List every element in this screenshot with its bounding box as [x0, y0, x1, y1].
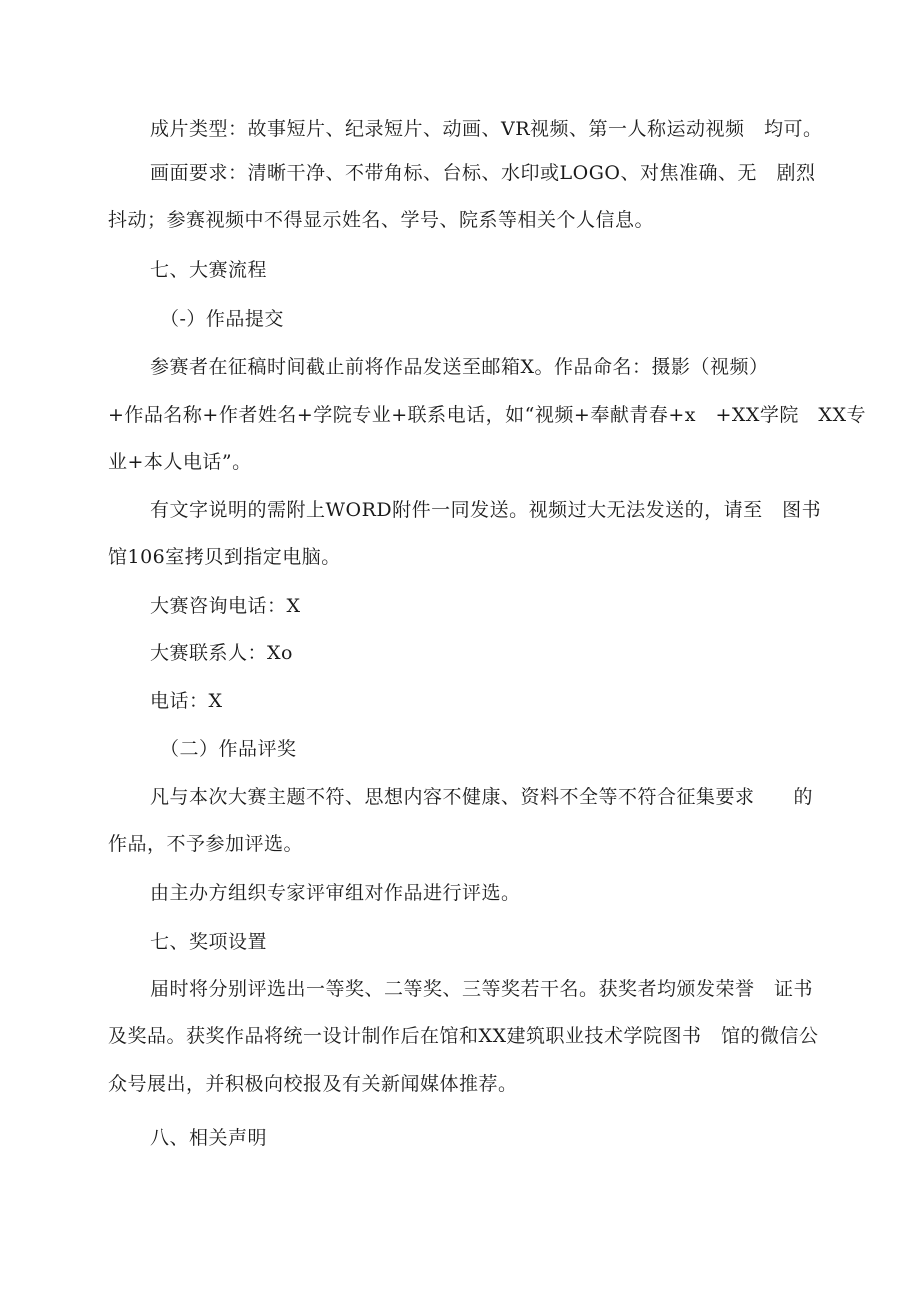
paragraph-line: 参赛者在征稿时间截止前将作品发送至邮箱X。作品命名：摄影（视频） [150, 356, 769, 378]
section-heading: 七、大赛流程 [150, 259, 268, 281]
paragraph-line: 画面要求：清晰干净、不带角标、台标、水印或LOGO、对焦准确、无 剧烈 [150, 162, 816, 184]
contact-phone: 大赛咨询电话：X [150, 595, 301, 617]
paragraph-line: +作品名称+作者姓名+学院专业+联系电话，如“视频+奉献青春+x +XX学院 XX专 [108, 404, 866, 426]
paragraph-line: 馆106室拷贝到指定电脑。 [108, 546, 341, 568]
paragraph-line: 众号展出，并积极向校报及有关新闻媒体推荐。 [108, 1073, 518, 1095]
paragraph-line: 凡与本次大赛主题不符、思想内容不健康、资料不全等不符合征集要求 的 [150, 786, 814, 808]
paragraph-line: 有文字说明的需附上WORD附件一同发送。视频过大无法发送的，请至 图书 [150, 499, 822, 521]
paragraph-line: 及奖品。获奖作品将统一设计制作后在馆和XX建筑职业技术学院图书 馆的微信公 [108, 1025, 819, 1047]
paragraph-line: 成片类型：故事短片、纪录短片、动画、VR视频、第一人称运动视频 均可。 [150, 118, 823, 140]
contact-tel: 电话：X [150, 690, 223, 712]
paragraph-line: 由主办方组织专家评审组对作品进行评选。 [150, 882, 521, 904]
subsection-heading: （二）作品评奖 [160, 738, 297, 760]
paragraph-line: 作品，不予参加评选。 [108, 833, 304, 855]
subsection-heading: （-）作品提交 [160, 308, 284, 330]
section-heading: 八、相关声明 [150, 1127, 268, 1149]
contact-person: 大赛联系人：Xo [150, 642, 293, 664]
section-heading: 七、奖项设置 [150, 931, 268, 953]
paragraph-line: 抖动；参赛视频中不得显示姓名、学号、院系等相关个人信息。 [108, 209, 655, 231]
paragraph-line: 业+本人电话”。 [108, 451, 252, 473]
paragraph-line: 届时将分别评选出一等奖、二等奖、三等奖若干名。获奖者均颁发荣誉 证书 [150, 978, 814, 1000]
